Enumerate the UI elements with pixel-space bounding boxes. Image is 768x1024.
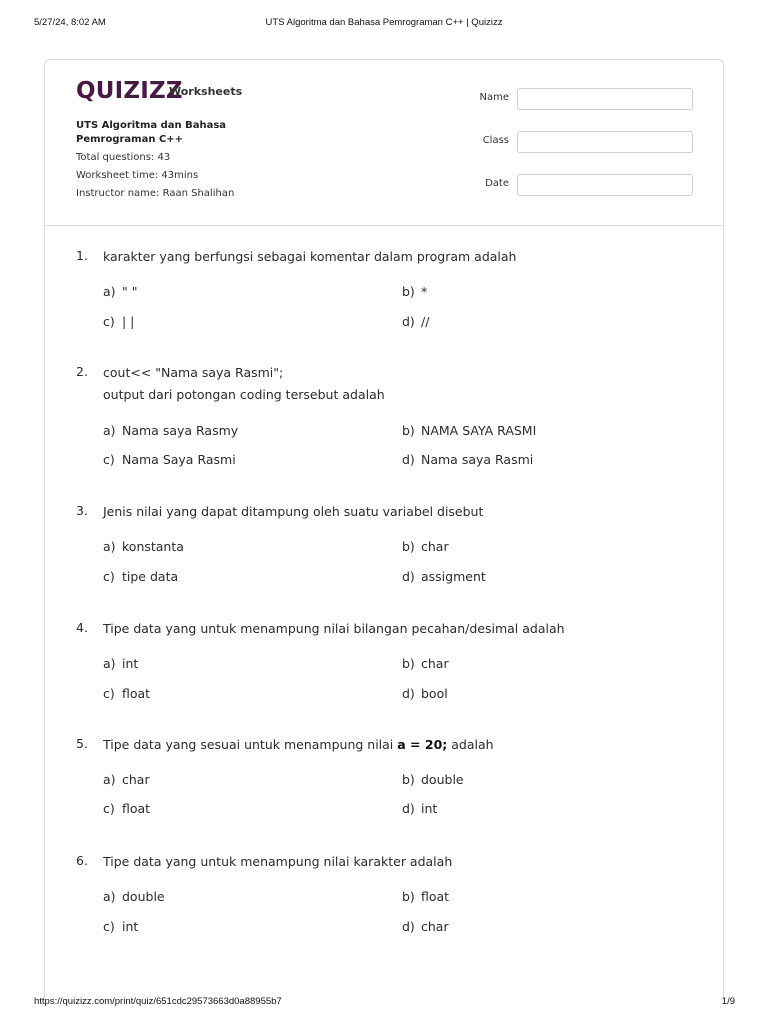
name-field[interactable]: [517, 88, 693, 110]
option-a[interactable]: [103, 772, 150, 787]
option-text: Nama Saya Rasmi: [122, 452, 236, 467]
option-text: char: [421, 919, 449, 934]
option-letter: c): [103, 452, 115, 467]
option-a[interactable]: [103, 539, 184, 554]
question-text: karakter yang berfungsi sebagai komentar dalam program adalah: [103, 249, 517, 264]
date-field[interactable]: [517, 174, 693, 196]
option-letter: a): [103, 889, 116, 904]
question-number: 5.: [76, 736, 88, 751]
question-text: Tipe data yang untuk menampung nilai bilangan pecahan/desimal adalah: [103, 621, 565, 636]
option-letter: d): [402, 452, 415, 467]
option-letter: b): [402, 284, 415, 299]
option-letter: c): [103, 686, 115, 701]
option-letter: d): [402, 686, 415, 701]
page-number: 1/9: [721, 996, 735, 1007]
option-text: int: [421, 801, 438, 816]
class-label: Class: [482, 135, 509, 146]
option-text: char: [122, 772, 150, 787]
option-a[interactable]: [103, 423, 238, 438]
option-b[interactable]: [402, 284, 427, 299]
option-letter: a): [103, 539, 116, 554]
option-letter: b): [402, 539, 415, 554]
question-text-line-2: output dari potongan coding tersebut adalah: [103, 387, 385, 402]
worksheet-header: [45, 60, 723, 226]
print-datetime: 5/27/24, 8:02 AM: [34, 17, 106, 28]
option-text: int: [122, 656, 139, 671]
option-text: *: [421, 284, 428, 299]
option-c[interactable]: [103, 452, 236, 467]
option-letter: b): [402, 423, 415, 438]
option-text: assigment: [421, 569, 486, 584]
option-b[interactable]: [402, 772, 464, 787]
option-text: double: [421, 772, 464, 787]
option-text: char: [421, 656, 449, 671]
option-d[interactable]: [402, 919, 449, 934]
option-letter: c): [103, 919, 115, 934]
question-code: a = 20;: [397, 737, 448, 752]
question-text: [103, 734, 693, 756]
instructor-name: Instructor name: Raan Shalihan: [76, 188, 235, 199]
option-letter: d): [402, 569, 415, 584]
option-text: " ": [122, 284, 138, 299]
option-text: //: [421, 314, 430, 329]
option-letter: a): [103, 284, 116, 299]
option-letter: b): [402, 772, 415, 787]
option-letter: d): [402, 801, 415, 816]
option-c[interactable]: [103, 314, 134, 329]
option-b[interactable]: [402, 889, 449, 904]
option-d[interactable]: [402, 686, 448, 701]
option-text: tipe data: [122, 569, 179, 584]
option-a[interactable]: [103, 284, 137, 299]
worksheets-label: Worksheets: [169, 85, 243, 98]
option-text: Nama saya Rasmi: [421, 452, 534, 467]
option-letter: b): [402, 656, 415, 671]
option-c[interactable]: [103, 801, 150, 816]
option-b[interactable]: [402, 656, 449, 671]
date-label: Date: [485, 178, 509, 189]
worksheet-sheet: [44, 59, 724, 999]
option-text: konstanta: [122, 539, 184, 554]
worksheet-time: Worksheet time: 43mins: [76, 170, 199, 181]
question-number: 4.: [76, 620, 88, 635]
question-text: Tipe data yang untuk menampung nilai karakter adalah: [103, 854, 453, 869]
option-c[interactable]: [103, 686, 150, 701]
option-c[interactable]: [103, 569, 178, 584]
option-letter: a): [103, 656, 116, 671]
option-d[interactable]: [402, 452, 533, 467]
option-d[interactable]: [402, 569, 486, 584]
question-number: 3.: [76, 503, 88, 518]
print-url: https://quizizz.com/print/quiz/651cdc29573663d0a88955b7: [34, 996, 282, 1007]
option-text: float: [122, 801, 151, 816]
option-text: float: [122, 686, 151, 701]
option-b[interactable]: [402, 539, 449, 554]
question-number: 1.: [76, 248, 88, 263]
quiz-title: UTS Algoritma dan Bahasa Pemrograman C++: [76, 120, 227, 145]
option-d[interactable]: [402, 314, 429, 329]
option-text: double: [122, 889, 165, 904]
option-text: char: [421, 539, 449, 554]
option-a[interactable]: [103, 656, 138, 671]
class-field[interactable]: [517, 131, 693, 153]
option-letter: a): [103, 772, 116, 787]
option-letter: c): [103, 801, 115, 816]
option-letter: c): [103, 314, 115, 329]
question-text-before: Tipe data yang sesuai untuk menampung nilai: [103, 737, 398, 752]
question-number: 2.: [76, 364, 88, 379]
question-number: 6.: [76, 853, 88, 868]
option-text: bool: [421, 686, 448, 701]
option-b[interactable]: [402, 423, 536, 438]
option-d[interactable]: [402, 801, 437, 816]
option-text: Nama saya Rasmy: [122, 423, 239, 438]
option-text: int: [122, 919, 139, 934]
quizizz-logo: QUIZIZZ: [76, 78, 183, 104]
question-text-after: adalah: [447, 737, 494, 752]
option-letter: b): [402, 889, 415, 904]
name-label: Name: [479, 92, 509, 103]
option-a[interactable]: [103, 889, 165, 904]
option-letter: d): [402, 919, 415, 934]
option-text: float: [421, 889, 450, 904]
option-text: NAMA SAYA RASMI: [421, 423, 537, 438]
option-letter: c): [103, 569, 115, 584]
print-title: UTS Algoritma dan Bahasa Pemrograman C++ | Quizizz: [265, 17, 503, 28]
option-letter: d): [402, 314, 415, 329]
option-letter: a): [103, 423, 116, 438]
question-text-line-1: cout<< "Nama saya Rasmi";: [103, 365, 284, 380]
option-c[interactable]: [103, 919, 138, 934]
question-text: Jenis nilai yang dapat ditampung oleh suatu variabel disebut: [103, 504, 484, 519]
total-questions: Total questions: 43: [76, 152, 171, 163]
option-text: | |: [122, 314, 135, 329]
